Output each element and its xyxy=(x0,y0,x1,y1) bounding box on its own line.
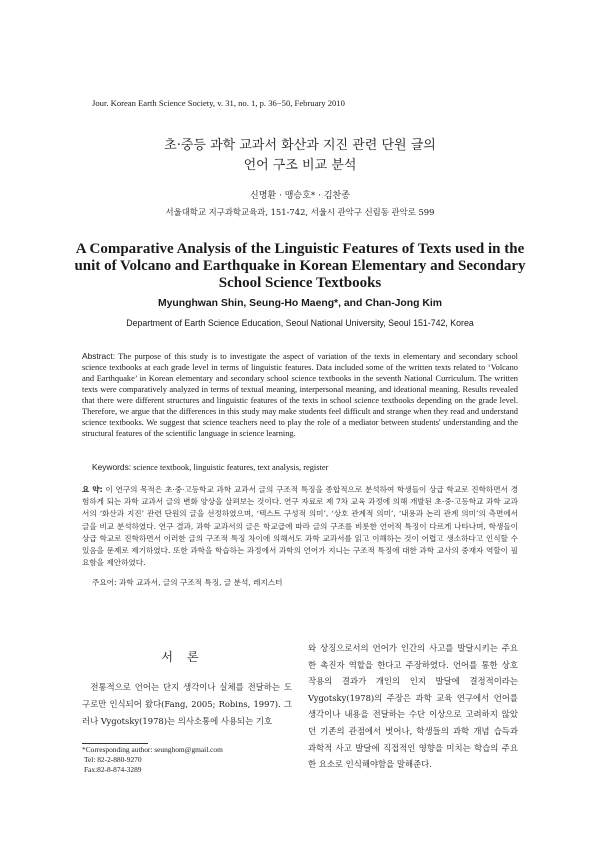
abstract-text: The purpose of this study is to investigate the aspect of variation of the texts in elementary and secondary school science textbooks at each grade level in terms of linguistic features. Data included some of the written texts related to ‘Volcano and Earthquake’ in Korean elementary and secondary school science textbooks in the seventh National Curriculum. The written texts were comparatively analyzed in terms of textual meaning, interpersonal meaning, and ideational meaning. Results revealed that there were different structures and linguistic features of the texts in school science textbooks depending on the grade level. Therefore, we argue that the differences in this study may make students feel difficult and strange when they read and understand science textbooks. We suggest that science teachers need to play the role of a mediator between students' understanding and the structural features of the scientific language in science learning. xyxy=(82,352,518,438)
author-fax: Fax:82-8-874-3289 xyxy=(84,765,142,774)
english-affiliation: Department of Earth Science Education, Seoul National University, Seoul 151-742, Korea xyxy=(126,318,474,328)
korean-keywords-text: 과학 교과서, 글의 구조적 특징, 글 분석, 레지스터 xyxy=(116,578,283,587)
corresponding-author: *Corresponding author: seunghom@gmail.com xyxy=(82,745,223,754)
korean-affiliation: 서울대학교 지구과학교육과, 151-742, 서울시 관악구 신림동 관악로 599 xyxy=(165,207,435,217)
abstract-label: Abstract: xyxy=(82,351,116,361)
body-column-right: 와 상징으로서의 언어가 인간의 사고를 발달시키는 주요한 촉진자 역할을 한다고 주장하였다. 언어를 통한 상호 작용의 결과가 개인의 인지 발달에 결정적이라는 Vygotsky(1978)의 주장은 과학 교육 연구에서 언어를 생각이나 내용을 전달하는 수단 이상으로 고려하지 않았던 기존의 관점에서 벗어나, 학생들의 과학 개념 습득과 과학적 사고 발달에 직접적인 영향을 미치는 학습의 주요한 요소로 인식해야함을 말해준다. xyxy=(308,643,518,770)
english-abstract xyxy=(82,351,518,439)
english-title: A Comparative Analysis of the Linguistic Features of Texts used in the unit of Volcano and Earthquake in Korean Elementary and Secondary School Science Textbooks xyxy=(74,241,526,291)
korean-abstract xyxy=(82,484,518,569)
body-column-left: 전통적으로 언어는 단지 생각이나 실체를 전달하는 도구로만 인식되어 왔다(Fang, 2005; Robins, 1997). 그러나 Vygotsky(1978)는 의사소통에 사용되는 기호 xyxy=(82,682,292,726)
keywords-text: science textbook, linguistic features, text analysis, register xyxy=(131,463,329,472)
korean-authors: 신명환 · 맹승호* · 김찬종 xyxy=(250,191,350,201)
footnote-divider xyxy=(82,743,148,744)
korean-title-line-2: 언어 구조 비교 분석 xyxy=(243,158,357,173)
journal-citation: Jour. Korean Earth Science Society, v. 31, no. 1, p. 36−50, February 2010 xyxy=(92,98,345,108)
english-keywords xyxy=(92,462,328,472)
footnote xyxy=(82,745,223,775)
section-title-introduction: 서론 xyxy=(161,650,213,664)
author-telephone: Tel: 82-2-880-9270 xyxy=(84,755,142,764)
korean-title-line-1: 초·중등 과학 교과서 화산과 지진 관련 단원 글의 xyxy=(164,138,436,153)
korean-abstract-text: 이 연구의 목적은 초·중·고등학교 과학 교과서 글의 구조적 특징을 종합적으로 분석하여 학생들이 상급 학교로 진학하면서 경험하게 되는 과학 교과서 글의 변화 양상을 살펴보는 것이다. 연구 자료로 제 7차 교육 과정에 의해 개발된 초·중·고등학교 과학 교과서의 ‘화산과 지진’ 관련 단원의 글을 선정하였으며, ‘텍스트 구성적 의미’, ‘상호 관계적 의미’, ‘내용과 논리 관계 의미’의 측면에서 글을 비교 분석하였다. 연구 결과, 과학 교과서의 글은 학교급에 따라 글의 구조를 비롯한 언어적 특징이 다르게 나타나며, 학생들이 상급 학교로 진학하면서 이러한 글의 구조적 특징 차이에 의해서도 과학 교과서를 읽고 이해하는 것이 어렵고 생소하다고 인식할 수 있음을 문제로 제기하였다. 또한 과학을 학습하는 과정에서 과학의 언어가 지니는 구조적 특징에 대한 과학 교사의 중재자 역할이 필요함을 제안하였다. xyxy=(82,485,518,568)
keywords-label: Keywords: xyxy=(92,462,132,472)
english-authors: Myunghwan Shin, Seung-Ho Maeng*, and Chan-Jong Kim xyxy=(157,298,442,309)
korean-keywords-label: 주요어: xyxy=(92,578,117,587)
korean-abstract-label: 요 약: xyxy=(82,485,103,494)
korean-keywords xyxy=(92,577,283,588)
